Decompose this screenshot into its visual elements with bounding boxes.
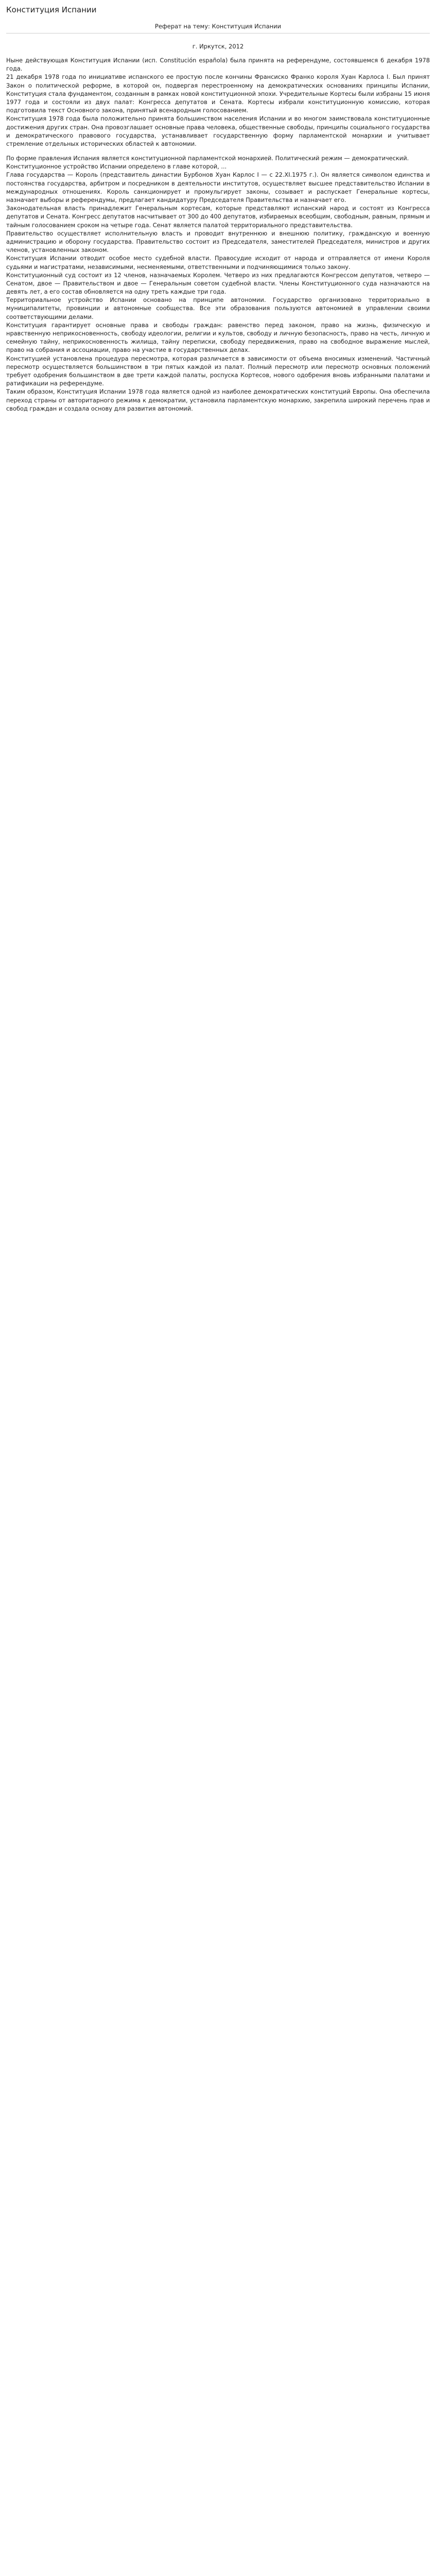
paragraph: Ныне действующая Конституция Испании (исп. Constitución española) была принята на референдуме, состоявшемся 6 декабря 1978 года. — [6, 57, 430, 73]
document-subtitle: Реферат на тему: Конституция Испании — [154, 23, 282, 30]
paragraph: Конституционный суд состоит из 12 членов, назначаемых Королем. Четверо из них предлагаются Конгрессом депутатов, четверо — Сенатом, двое — Правительством и двое — Генеральным советом судебной власти. Члены Конституционного суда назначаются на девять лет, а его состав обновляется на одну треть каждые три года. — [6, 271, 430, 296]
paragraph: Конституцией установлена процедура пересмотра, которая различается в зависимости от объема вносимых изменений. Частичный пересмотр осуществляется большинством в три пятых каждой из палат. Полный пересмотр или пересмотр основных положений требует одобрения большинством в две трети каждой палаты, роспуска Кортесов, нового одобрения вновь избранными палатами и ратификации на референдуме. — [6, 354, 430, 387]
paragraph: Глава государства — Король (представитель династии Бурбонов Хуан Карлос I — с 22.XI.1975 г.). Он является символом единства и постоянства государства, арбитром и посредником в деятельности институтов, осуществляет высшее представительство Испании в международных отношениях. Король санкционирует и промульгирует законы, созывает и распускает Генеральные кортесы, назначает выборы и референдумы, предлагает кандидатуру Председателя Правительства и назначает его. — [6, 171, 430, 204]
paragraph: Правительство осуществляет исполнительную власть и проводит внутреннюю и внешнюю политику, гражданскую и военную администрацию и оборону государства. Правительство состоит из Председателя, заместителей Председателя, министров и других членов, установленных законом. — [6, 229, 430, 254]
document-body — [6, 56, 430, 413]
paragraph: Законодательная власть принадлежит Генеральным кортесам, которые представляют испанский народ и состоят из Конгресса депутатов и Сената. Конгресс депутатов насчитывает от 300 до 400 депутатов, избираемых всеобщим, свободным, равным, прямым и тайным голосованием сроком на четыре года. Сенат является палатой территориального представительства. — [6, 205, 430, 229]
paragraph: Конституция 1978 года была положительно принята большинством населения Испании и во многом заимствовала конституционные достижения других стран. Она провозглашает основные права человека, общественные свободы, принципы социального государства и демократического правового государства, устанавливает государственную форму парламентской монархии и учитывает стремление отдельных исторических областей к автономии. — [6, 115, 430, 147]
paragraph: 21 декабря 1978 года по инициативе испанского ее простую после кончины Франсиско Франко короля Хуан Карлоса I. Был принят Закон о политической реформе, в которой он, подвергая перестроенному на демократических основаниях принципы Испании, Конституция стала фундаментом, созданным в рамках новой конституционной эпохи. Учредительные Кортесы были избраны 15 июня 1977 года и состояли из двух палат: Конгресса депутатов и Сената. Кортесы избрали конституционную комиссию, которая подготовила текст Основного закона, принятый всенародным голосованием. — [6, 73, 430, 114]
city-year-line: г. Иркутск, 2012 — [192, 43, 244, 50]
paragraph: Конституция Испании отводит особое место судебной власти. Правосудие исходит от народа и отправляется от имени Короля судьями и магистратами, независимыми, несменяемыми, ответственными и подчиняющимися только закону. — [6, 255, 430, 270]
paragraph: Конституционное устройство Испании определено в главе которой, ... — [6, 163, 227, 171]
page-title: Конституция Испании — [6, 5, 97, 14]
paragraph: Таким образом, Конституция Испании 1978 года является одной из наиболее демократических конституций Европы. Она обеспечила переход страны от авторитарного режима к демократии, установила парламентскую монархию, закрепила широкий перечень прав и свобод граждан и создала основу для развития автономий. — [6, 388, 430, 412]
paragraph: По форме правления Испания является конституционной парламентской монархией. Политический режим — демократический. — [6, 155, 409, 162]
paragraph: Территориальное устройство Испании основано на принципе автономии. Государство организовано территориально в муниципалитеты, провинции и автономные сообщества. Все эти образования пользуются автономией в управлении своими соответствующими делами. — [6, 296, 430, 320]
paragraph: Конституция гарантирует основные права и свободы граждан: равенство перед законом, право на жизнь, физическую и нравственную неприкосновенность, свободу идеологии, религии и культов, свободу и личную безопасность, право на честь, личную и семейную тайну, неприкосновенность жилища, тайну переписки, свободу передвижения, право на свободное выражение мыслей, право на собрания и ассоциации, право на участие в государственных делах. — [6, 321, 430, 354]
